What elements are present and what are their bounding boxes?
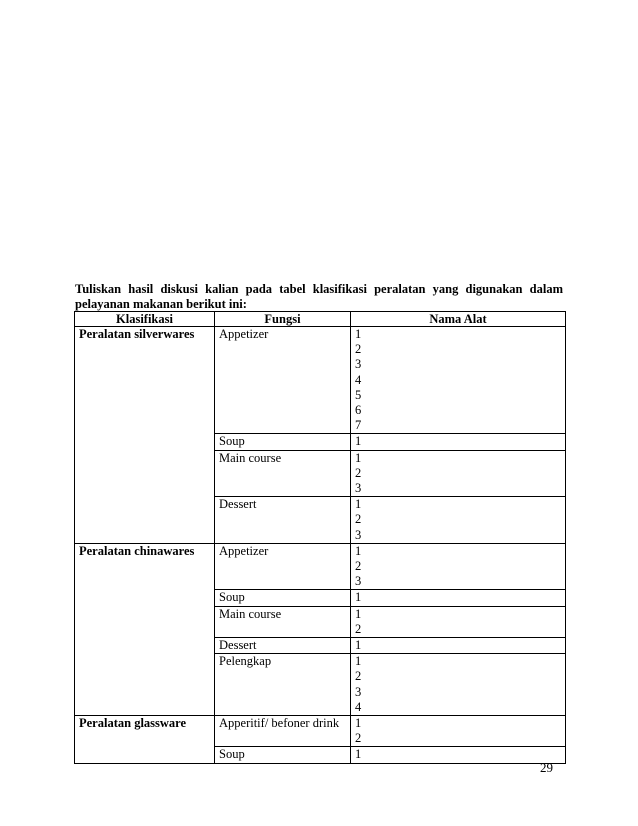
- classification-table: [74, 311, 566, 764]
- item-number: 6: [355, 403, 362, 418]
- fungsi-cell: Apperitif/ befoner drink: [215, 716, 351, 747]
- nama-alat-cell: [351, 606, 566, 637]
- item-number: 2: [355, 669, 362, 684]
- nama-alat-cell: [351, 434, 566, 450]
- fungsi-cell: Dessert: [215, 638, 351, 654]
- klasifikasi-cell: Peralatan glassware: [75, 716, 215, 764]
- fungsi-cell: Appetizer: [215, 327, 351, 434]
- instruction-text: Tuliskan hasil diskusi kalian pada tabel klasifikasi peralatan yang digunakan dalam pelayanan makanan berikut ini:: [75, 282, 563, 311]
- item-number: 3: [355, 684, 362, 699]
- item-number: 3: [355, 357, 362, 372]
- table-row: [75, 716, 566, 747]
- nama-alat-cell: [351, 543, 566, 590]
- item-number: 1: [355, 497, 362, 512]
- fungsi-cell: Soup: [215, 747, 351, 763]
- item-number: 3: [355, 574, 362, 589]
- nama-alat-cell: [351, 450, 566, 497]
- item-number: 1: [355, 747, 362, 762]
- nama-alat-cell: [351, 747, 566, 763]
- fungsi-cell: Main course: [215, 606, 351, 637]
- item-number: 2: [355, 512, 362, 527]
- item-number: 1: [355, 543, 362, 558]
- item-number: 1: [355, 434, 362, 449]
- item-number: 4: [355, 372, 362, 387]
- item-number: 1: [355, 450, 362, 465]
- nama-alat-cell: [351, 497, 566, 544]
- table-header-row: [75, 312, 566, 327]
- item-number: 7: [355, 418, 362, 433]
- fungsi-cell: Soup: [215, 434, 351, 450]
- nama-alat-cell: [351, 590, 566, 606]
- table-body: [75, 327, 566, 764]
- fungsi-cell: Main course: [215, 450, 351, 497]
- table-row: [75, 327, 566, 434]
- item-number: 2: [355, 342, 362, 357]
- item-number: 3: [355, 527, 362, 542]
- klasifikasi-cell: Peralatan chinawares: [75, 543, 215, 715]
- item-number: 1: [355, 606, 362, 621]
- fungsi-cell: Pelengkap: [215, 654, 351, 716]
- item-number: 2: [355, 465, 362, 480]
- item-number: 5: [355, 387, 362, 402]
- nama-alat-cell: [351, 638, 566, 654]
- item-number: 1: [355, 716, 362, 731]
- klasifikasi-cell: Peralatan silverwares: [75, 327, 215, 544]
- item-number: 4: [355, 699, 362, 714]
- nama-alat-cell: [351, 716, 566, 747]
- item-number: 1: [355, 590, 362, 605]
- nama-alat-cell: [351, 654, 566, 716]
- fungsi-cell: Soup: [215, 590, 351, 606]
- page-number: 29: [540, 760, 553, 775]
- header-fungsi: Fungsi: [215, 312, 351, 327]
- item-number: 2: [355, 621, 362, 636]
- fungsi-cell: Dessert: [215, 497, 351, 544]
- item-number: 2: [355, 559, 362, 574]
- item-number: 1: [355, 327, 362, 341]
- item-number: 1: [355, 654, 362, 669]
- item-number: 2: [355, 731, 362, 746]
- nama-alat-cell: [351, 327, 566, 434]
- item-number: 1: [355, 638, 362, 653]
- header-klasifikasi: Klasifikasi: [75, 312, 215, 327]
- header-nama-alat: Nama Alat: [351, 312, 566, 327]
- fungsi-cell: Appetizer: [215, 543, 351, 590]
- item-number: 3: [355, 481, 362, 496]
- table-row: [75, 543, 566, 590]
